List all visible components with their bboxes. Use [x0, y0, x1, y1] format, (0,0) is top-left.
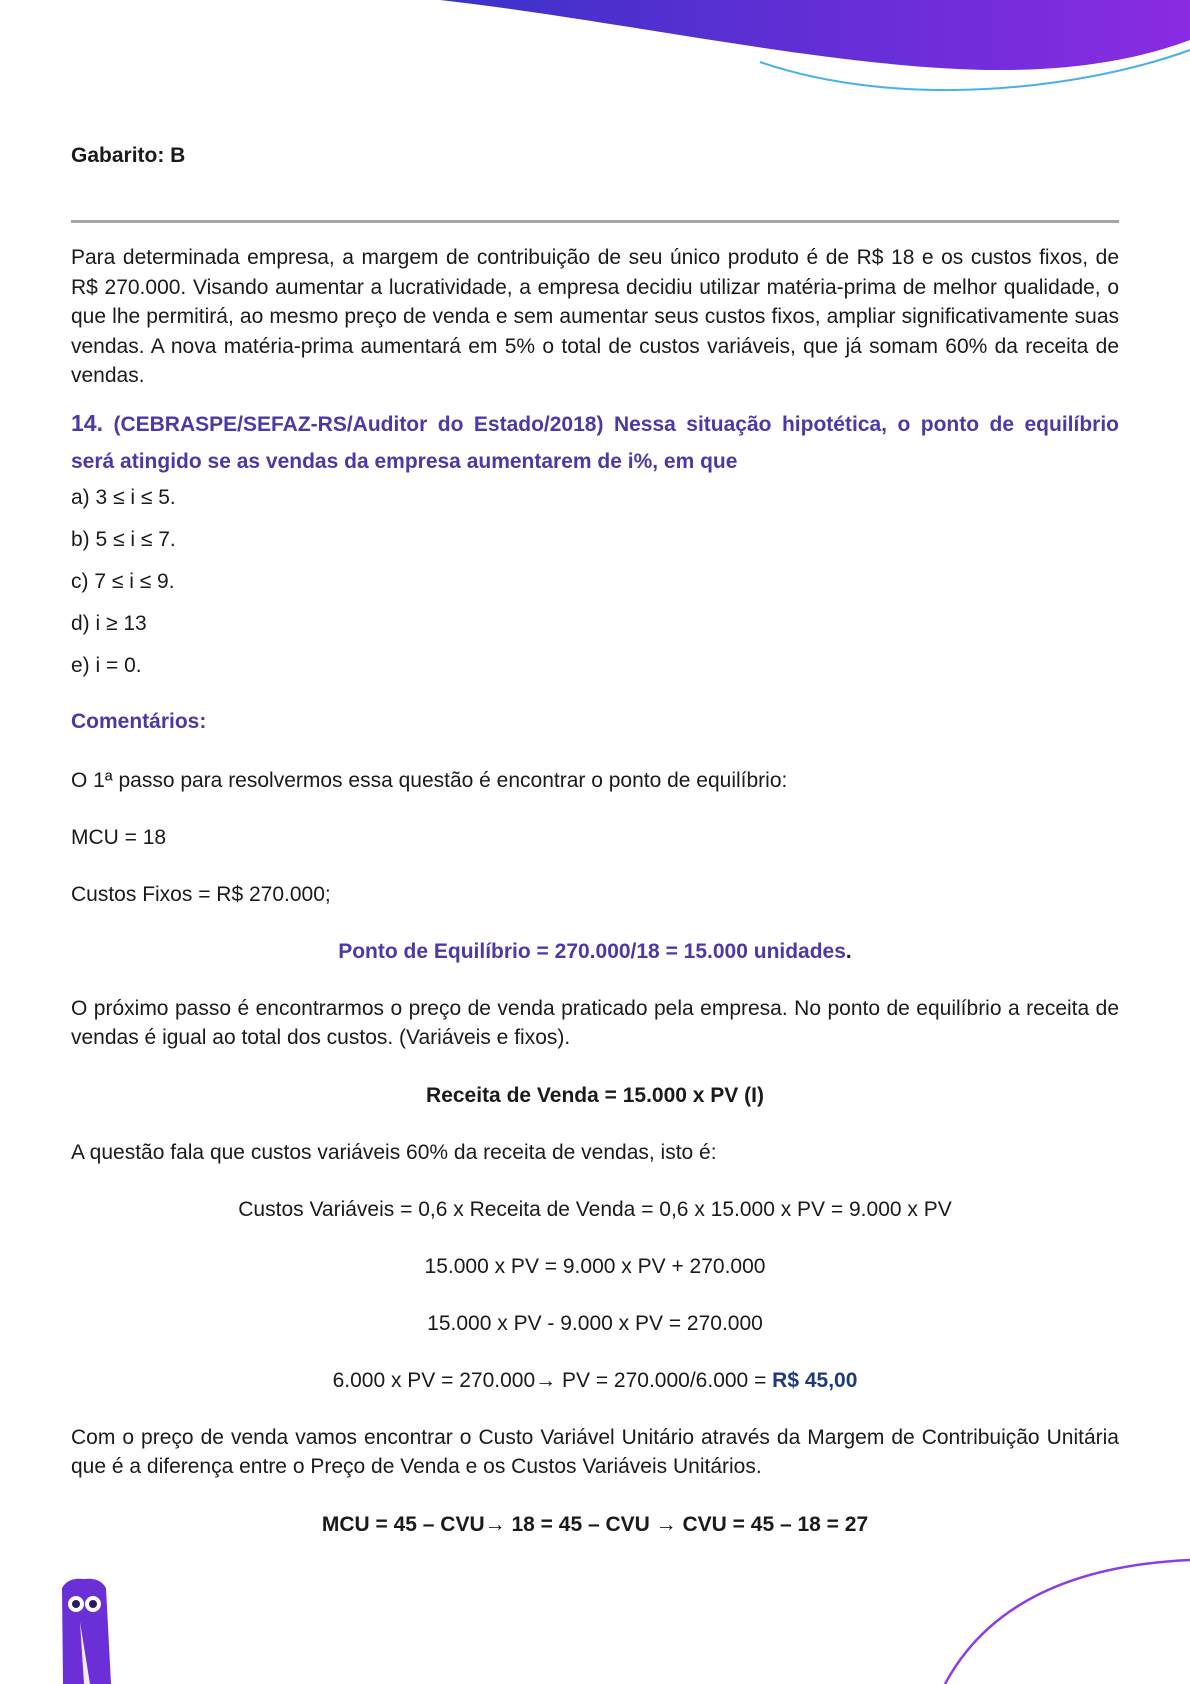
- equation-1: Custos Variáveis = 0,6 x Receita de Venda = 0,6 x 15.000 x PV = 9.000 x PV: [238, 1198, 952, 1221]
- eq4-part-1: 6.000 x PV = 270.000: [332, 1369, 536, 1392]
- equation-5: [71, 1510, 1119, 1539]
- option-e: e) i = 0.: [71, 654, 142, 677]
- owl-logo-icon: [62, 1579, 111, 1684]
- eq5-part-c: CVU = 45 – 18 = 27: [676, 1513, 869, 1536]
- mcu-value: MCU = 18: [71, 826, 167, 849]
- arrow-icon: →: [535, 1369, 557, 1392]
- solution-step-2: O próximo passo é encontrarmos o preço de venda praticado pela empresa. No ponto de equilíbrio a receita de vendas é igual ao total dos custos. (Variáveis e fixos).: [71, 997, 1119, 1049]
- option-d: d) i ≥ 13: [71, 612, 147, 635]
- solution-step-3: Com o preço de venda vamos encontrar o Custo Variável Unitário através da Margem de Contribuição Unitária que é a diferença entre o Preço de Venda e os Custos Variáveis Unitários.: [71, 1426, 1119, 1478]
- break-even-equation: [71, 937, 1119, 966]
- break-even-period: .: [845, 940, 852, 963]
- arrow-icon: →: [484, 1513, 506, 1536]
- option-c: c) 7 ≤ i ≤ 9.: [71, 570, 175, 593]
- question-text: (CEBRASPE/SEFAZ-RS/Auditor do Estado/2018) Nessa situação hipotética, o ponto de equilíbrio será atingido se as vendas da empresa aumentarem de i%, em que: [71, 413, 1120, 473]
- top-wave-line: [760, 50, 1190, 90]
- question-context: Para determinada empresa, a margem de contribuição de seu único produto é de R$ 18 e os custos fixos, de R$ 270.000. Visando aumentar a lucratividade, a empresa decidiu utilizar matéria-prima de melhor qualidade, o que lhe permitirá, ao mesmo preço de venda e sem aumentar seus custos fixos, ampliar significativamente suas vendas. A nova matéria-prima aumentará em 5% o total de custos variáveis, que já somam 60% da receita de vendas.: [71, 246, 1119, 387]
- question-number: 14.: [71, 410, 103, 436]
- revenue-equation: Receita de Venda = 15.000 x PV (I): [426, 1084, 764, 1107]
- solution-step-1: O 1ª passo para resolvermos essa questão é encontrar o ponto de equilíbrio:: [71, 769, 788, 792]
- fixed-costs-value: Custos Fixos = R$ 270.000;: [71, 883, 331, 906]
- variable-costs-intro: A questão fala que custos variáveis 60% da receita de vendas, isto é:: [71, 1141, 717, 1164]
- question-title: [71, 405, 1119, 480]
- eq5-part-b: 18 = 45 – CVU: [505, 1513, 656, 1536]
- eq4-part-2: PV = 270.000/6.000 =: [556, 1369, 773, 1392]
- answer-key: Gabarito: B: [71, 144, 186, 167]
- bottom-curve: [945, 1560, 1190, 1684]
- equation-2: 15.000 x PV = 9.000 x PV + 270.000: [424, 1255, 766, 1278]
- sale-price-result: R$ 45,00: [772, 1369, 858, 1392]
- separator-rule: [71, 220, 1119, 223]
- equation-3: 15.000 x PV - 9.000 x PV = 270.000: [427, 1312, 763, 1335]
- top-wave-shape: [440, 0, 1190, 70]
- break-even-text: Ponto de Equilíbrio = 270.000/18 = 15.000 unidades: [338, 940, 846, 963]
- option-a: a) 3 ≤ i ≤ 5.: [71, 486, 176, 509]
- eq5-part-a: MCU = 45 – CVU: [321, 1513, 485, 1536]
- equation-4: [71, 1366, 1119, 1395]
- arrow-icon: →: [655, 1513, 677, 1536]
- option-b: b) 5 ≤ i ≤ 7.: [71, 528, 176, 551]
- comments-heading: Comentários:: [71, 710, 207, 733]
